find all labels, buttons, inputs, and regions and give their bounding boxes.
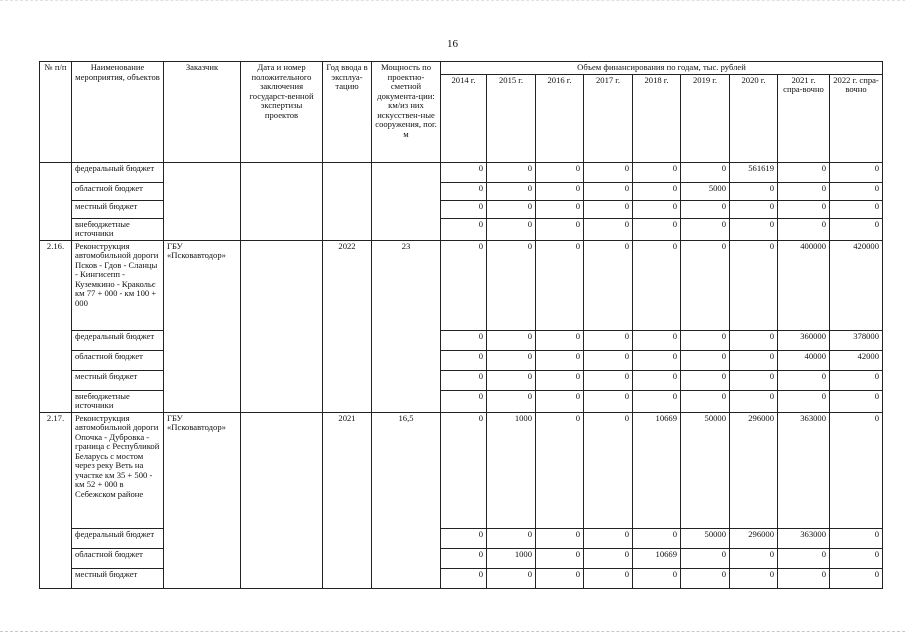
header-year-2014: 2014 г. (441, 74, 487, 162)
funding-source-label: внебюджетные источники (72, 390, 164, 412)
amount-cell: 0 (487, 162, 536, 182)
amount-cell: 0 (584, 240, 633, 330)
amount-cell: 0 (441, 528, 487, 548)
group-capacity: 16,5 (372, 412, 441, 588)
group-expertise (241, 162, 323, 240)
amount-cell: 0 (830, 370, 883, 390)
amount-cell: 0 (633, 528, 681, 548)
amount-cell: 0 (487, 218, 536, 240)
amount-cell: 50000 (681, 412, 730, 528)
group-customer (164, 162, 241, 240)
group-capacity (372, 162, 441, 240)
amount-cell: 5000 (681, 182, 730, 200)
amount-cell: 0 (730, 350, 778, 370)
header-expertise: Дата и номер положительного заключения государст-венной экспертизы проектов (241, 62, 323, 163)
amount-cell: 0 (730, 200, 778, 218)
header-year-2020: 2020 г. (730, 74, 778, 162)
amount-cell: 400000 (778, 240, 830, 330)
row-number (40, 162, 72, 240)
row-number: 2.16. (40, 240, 72, 412)
header-year-2017: 2017 г. (584, 74, 633, 162)
row-number: 2.17. (40, 412, 72, 588)
amount-cell: 10669 (633, 548, 681, 568)
page-number: 16 (447, 38, 458, 50)
amount-cell: 0 (830, 568, 883, 588)
amount-cell: 0 (730, 330, 778, 350)
amount-cell: 296000 (730, 528, 778, 548)
amount-cell: 0 (778, 218, 830, 240)
funding-source-label: областной бюджет (72, 548, 164, 568)
amount-cell: 0 (441, 350, 487, 370)
amount-cell: 0 (633, 568, 681, 588)
amount-cell: 0 (441, 218, 487, 240)
amount-cell: 0 (584, 182, 633, 200)
amount-cell: 296000 (730, 412, 778, 528)
amount-cell: 0 (681, 350, 730, 370)
amount-cell: 0 (681, 200, 730, 218)
header-year-2019: 2019 г. (681, 74, 730, 162)
amount-cell: 0 (441, 162, 487, 182)
amount-cell: 0 (778, 548, 830, 568)
amount-cell: 0 (536, 412, 584, 528)
amount-cell: 0 (487, 240, 536, 330)
group-capacity: 23 (372, 240, 441, 412)
amount-cell: 0 (830, 200, 883, 218)
amount-cell: 0 (536, 200, 584, 218)
header-year-2015: 2015 г. (487, 74, 536, 162)
amount-cell: 0 (633, 218, 681, 240)
amount-cell: 0 (441, 200, 487, 218)
amount-cell: 0 (633, 162, 681, 182)
amount-cell: 1000 (487, 412, 536, 528)
group-year: 2022 (323, 240, 372, 412)
amount-cell: 0 (536, 162, 584, 182)
amount-cell: 0 (584, 330, 633, 350)
amount-cell: 363000 (778, 412, 830, 528)
amount-cell: 0 (487, 568, 536, 588)
amount-cell: 1000 (487, 548, 536, 568)
amount-cell: 0 (487, 528, 536, 548)
amount-cell: 0 (830, 218, 883, 240)
funding-source-label: местный бюджет (72, 370, 164, 390)
amount-cell: 0 (633, 240, 681, 330)
amount-cell: 0 (536, 568, 584, 588)
amount-cell: 0 (778, 370, 830, 390)
amount-cell: 0 (681, 240, 730, 330)
amount-cell: 0 (536, 182, 584, 200)
amount-cell: 0 (584, 390, 633, 412)
amount-cell: 0 (830, 162, 883, 182)
amount-cell: 0 (441, 390, 487, 412)
amount-cell: 420000 (830, 240, 883, 330)
amount-cell: 0 (536, 218, 584, 240)
amount-cell: 0 (681, 370, 730, 390)
group-year: 2021 (323, 412, 372, 588)
amount-cell: 0 (778, 568, 830, 588)
funding-source-label: федеральный бюджет (72, 162, 164, 182)
amount-cell: 0 (487, 182, 536, 200)
amount-cell: 40000 (778, 350, 830, 370)
amount-cell: 0 (536, 528, 584, 548)
table-row-project (40, 240, 883, 330)
funding-source-label: местный бюджет (72, 568, 164, 588)
group-year (323, 162, 372, 240)
financing-table (39, 61, 883, 589)
project-name: Реконструкция автомобильной дороги Псков - Гдов - Сланцы - Кингисепп - Куземкино - Кракольє км 77 + 000 - км 100 + 000 (72, 240, 164, 330)
amount-cell: 0 (441, 182, 487, 200)
amount-cell: 0 (778, 182, 830, 200)
amount-cell: 0 (487, 350, 536, 370)
amount-cell: 0 (536, 390, 584, 412)
header-customer: Заказчик (164, 62, 241, 163)
funding-source-label: федеральный бюджет (72, 330, 164, 350)
amount-cell: 0 (536, 240, 584, 330)
amount-cell: 0 (830, 412, 883, 528)
amount-cell: 0 (730, 370, 778, 390)
amount-cell: 0 (584, 548, 633, 568)
header-name: Наименование мероприятия, объектов (72, 62, 164, 163)
amount-cell: 0 (830, 528, 883, 548)
group-expertise (241, 240, 323, 412)
amount-cell: 0 (830, 390, 883, 412)
amount-cell: 10669 (633, 412, 681, 528)
header-financing: Объем финансирования по годам, тыс. рублей (441, 62, 883, 75)
amount-cell: 363000 (778, 528, 830, 548)
amount-cell: 0 (730, 390, 778, 412)
amount-cell: 0 (778, 200, 830, 218)
amount-cell: 0 (487, 200, 536, 218)
project-name: Реконструкция автомобильной дороги Опочка - Дубровка - граница с Республикой Беларусь с мостом через реку Веть на участке км 35 + 500 - км 52 + 000 в Себежском районе (72, 412, 164, 528)
amount-cell: 0 (778, 390, 830, 412)
amount-cell: 0 (633, 370, 681, 390)
amount-cell: 0 (633, 200, 681, 218)
amount-cell: 0 (584, 218, 633, 240)
header-year-2016: 2016 г. (536, 74, 584, 162)
group-expertise (241, 412, 323, 588)
amount-cell: 0 (584, 568, 633, 588)
amount-cell: 0 (487, 390, 536, 412)
amount-cell: 0 (681, 330, 730, 350)
header-year: Год ввода в эксплуа-тацию (323, 62, 372, 163)
amount-cell: 0 (633, 390, 681, 412)
amount-cell: 0 (730, 182, 778, 200)
amount-cell: 0 (441, 412, 487, 528)
amount-cell: 0 (681, 568, 730, 588)
amount-cell: 0 (681, 390, 730, 412)
scan-edge-top (0, 0, 905, 1)
amount-cell: 0 (584, 200, 633, 218)
amount-cell: 378000 (830, 330, 883, 350)
amount-cell: 0 (536, 548, 584, 568)
amount-cell: 0 (681, 162, 730, 182)
amount-cell: 0 (633, 330, 681, 350)
table-body (40, 162, 883, 588)
amount-cell: 0 (830, 182, 883, 200)
amount-cell: 0 (584, 162, 633, 182)
amount-cell: 561619 (730, 162, 778, 182)
funding-source-label: областной бюджет (72, 182, 164, 200)
header-year-2022: 2022 г. спра-вочно (830, 74, 883, 162)
header-num: № п/п (40, 62, 72, 163)
amount-cell: 0 (730, 218, 778, 240)
amount-cell: 360000 (778, 330, 830, 350)
amount-cell: 50000 (681, 528, 730, 548)
amount-cell: 0 (487, 370, 536, 390)
amount-cell: 0 (584, 412, 633, 528)
amount-cell: 0 (584, 528, 633, 548)
amount-cell: 0 (536, 350, 584, 370)
funding-source-label: местный бюджет (72, 200, 164, 218)
amount-cell: 0 (830, 548, 883, 568)
amount-cell: 0 (536, 330, 584, 350)
amount-cell: 0 (681, 218, 730, 240)
amount-cell: 0 (584, 370, 633, 390)
amount-cell: 0 (730, 568, 778, 588)
table-row-source (40, 162, 883, 182)
funding-source-label: внебюджетные источники (72, 218, 164, 240)
scan-edge-bottom (0, 631, 905, 632)
funding-source-label: федеральный бюджет (72, 528, 164, 548)
table-row-project (40, 412, 883, 528)
amount-cell: 0 (441, 330, 487, 350)
header-capacity: Мощность по проектно-сметной документа-ции: км/из них искусствен-ные сооружения, пог. м (372, 62, 441, 163)
amount-cell: 0 (441, 568, 487, 588)
amount-cell: 0 (633, 350, 681, 370)
amount-cell: 0 (487, 330, 536, 350)
group-customer: ГБУ «Псковавтодор» (164, 412, 241, 588)
amount-cell: 42000 (830, 350, 883, 370)
amount-cell: 0 (730, 240, 778, 330)
amount-cell: 0 (633, 182, 681, 200)
header-year-2018: 2018 г. (633, 74, 681, 162)
funding-source-label: областной бюджет (72, 350, 164, 370)
group-customer: ГБУ «Псковавтодор» (164, 240, 241, 412)
header-year-2021: 2021 г. спра-вочно (778, 74, 830, 162)
amount-cell: 0 (441, 370, 487, 390)
amount-cell: 0 (681, 548, 730, 568)
amount-cell: 0 (584, 350, 633, 370)
amount-cell: 0 (730, 548, 778, 568)
amount-cell: 0 (441, 548, 487, 568)
amount-cell: 0 (536, 370, 584, 390)
amount-cell: 0 (778, 162, 830, 182)
amount-cell: 0 (441, 240, 487, 330)
